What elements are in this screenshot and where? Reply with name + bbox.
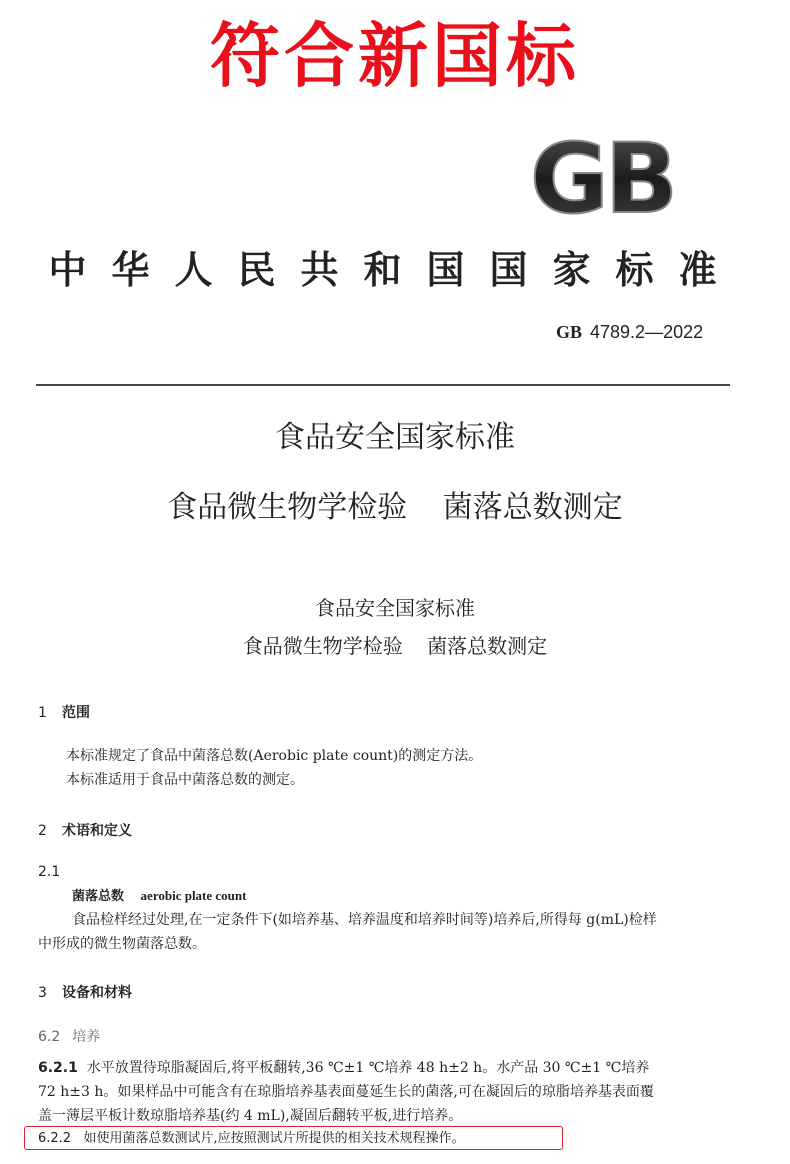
- promo-banner: 符合新国标: [210, 15, 580, 97]
- subsection-number-2-1: 2.1: [38, 864, 61, 880]
- national-char: 准: [678, 247, 717, 292]
- clause-6-2-1-line3: 盖一薄层平板计数琼脂培养基(约 4 mL),凝固后翻转平板,进行培养。: [38, 1108, 463, 1124]
- section-heading-equipment: [38, 982, 132, 1002]
- clause-text: 如使用菌落总数测试片,应按照测试片所提供的相关技术规程操作。: [83, 1131, 465, 1146]
- national-char: 中: [48, 247, 87, 292]
- national-char: 人: [174, 247, 213, 292]
- clause-number: 6.2.1: [38, 1060, 78, 1076]
- section-title: 培养: [72, 1029, 101, 1045]
- national-char: 家: [552, 247, 591, 292]
- term-en: aerobic plate count: [140, 888, 247, 903]
- section-number: 1: [38, 705, 47, 721]
- term-entry: [72, 884, 246, 909]
- national-char: 国: [426, 247, 465, 292]
- national-char: 和: [363, 247, 402, 292]
- scope-paragraph-1: 本标准规定了食品中菌落总数(Aerobic plate count)的测定方法。: [66, 748, 483, 764]
- section-heading-scope: [38, 702, 90, 722]
- clause-6-2-1-line2: 72 h±3 h。如果样品中可能含有在琼脂培养基表面蔓延生长的菌落,可在凝固后的琼脂培养基表面覆: [38, 1084, 654, 1100]
- clause-number: 6.2.2: [38, 1131, 72, 1146]
- cover-title-line1: 食品安全国家标准: [275, 420, 515, 455]
- scope-paragraph-2: 本标准适用于食品中菌落总数的测定。: [66, 772, 304, 788]
- standard-number: [556, 322, 703, 343]
- national-char: 共: [300, 247, 339, 292]
- section-title: 范围: [62, 705, 90, 721]
- term-definition-line1: 食品检样经过处理,在一定条件下(如培养基、培养温度和培养时间等)培养后,所得每 g(mL)检样: [72, 912, 657, 928]
- national-char: 华: [111, 247, 150, 292]
- section-title: 术语和定义: [62, 823, 132, 839]
- term-definition-line2: 中形成的微生物菌落总数。: [38, 936, 206, 952]
- national-standard-heading: [36, 244, 736, 296]
- highlight-box: [24, 1126, 563, 1150]
- clause-6-2-1-line1: [38, 1056, 649, 1080]
- section-title: 设备和材料: [62, 985, 132, 1001]
- national-char: 民: [237, 247, 276, 292]
- standard-prefix: GB: [556, 322, 583, 342]
- national-char: 国: [489, 247, 528, 292]
- cover-title-line2: 食品微生物学检验 菌落总数测定: [167, 490, 623, 525]
- section-heading-terms: [38, 820, 132, 840]
- standard-code: 4789.2—2022: [590, 322, 704, 342]
- term-zh: 菌落总数: [72, 889, 125, 904]
- gb-logo: [514, 128, 690, 224]
- clause-text: 水平放置待琼脂凝固后,将平板翻转,36 ℃±1 ℃培养 48 h±2 h。水产品 30 ℃±1 ℃培养: [86, 1060, 650, 1076]
- doc-title-line2: 食品微生物学检验 菌落总数测定: [242, 634, 548, 658]
- doc-title-line1: 食品安全国家标准: [315, 596, 475, 620]
- section-heading-culture: [38, 1026, 100, 1046]
- national-char: 标: [615, 247, 654, 292]
- section-number: 3: [38, 985, 47, 1001]
- section-number: 6.2: [38, 1029, 61, 1045]
- gb-logo-text: GB: [530, 128, 674, 224]
- section-number: 2: [38, 823, 47, 839]
- header-divider: [36, 384, 730, 386]
